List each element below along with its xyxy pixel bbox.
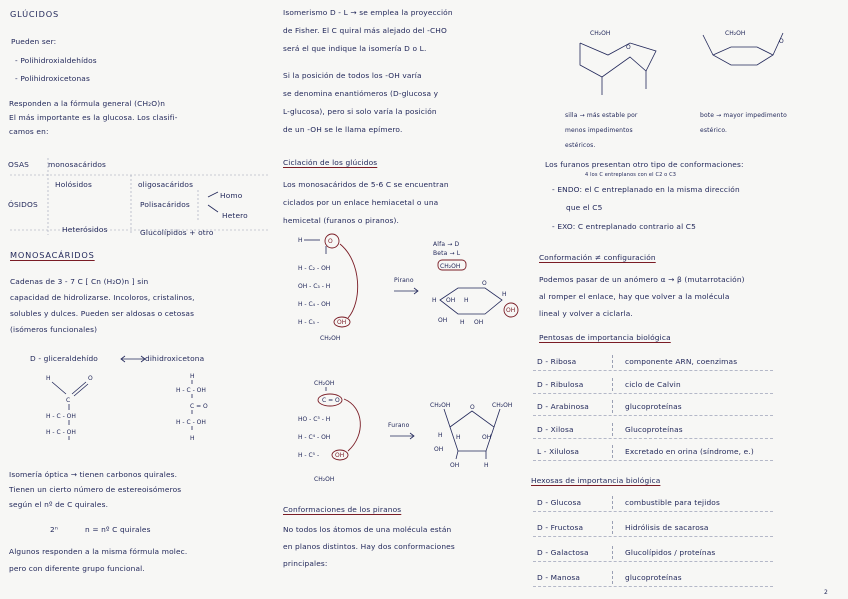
list-item-name: D - Arabinosa <box>537 402 589 411</box>
list-item: - Polihidroxialdehídos <box>15 56 97 65</box>
list-item-name: D - Fructosa <box>537 523 584 532</box>
row-separator <box>612 445 614 458</box>
text-line: se denomina enantiómeros (D-glucosa y <box>283 89 439 98</box>
text-line: de un -OH se le llama epímero. <box>283 125 403 134</box>
text-line: será el que indique la isomería D o L. <box>283 44 427 53</box>
svg-text:O: O <box>328 238 333 245</box>
svg-text:OH: OH <box>335 452 345 459</box>
list-item-name: D - Galactosa <box>537 548 589 557</box>
label-furano: Furano <box>388 422 410 429</box>
row-rule <box>533 370 773 371</box>
label-gliceraldehido: D - gliceraldehído <box>30 354 98 363</box>
svg-text:CH₂OH: CH₂OH <box>492 402 513 409</box>
text-line: Isomería óptica → tienen carbonos quirales. <box>9 470 178 479</box>
list-item-name: D - Ribulosa <box>537 379 584 389</box>
svg-text:H: H <box>46 375 51 382</box>
row-separator <box>612 423 614 436</box>
row-rule <box>533 561 773 562</box>
text-line: L-glucosa), pero si solo varía la posición <box>283 107 437 116</box>
text-line: Los monosacáridos de 5-6 C se encuentran <box>283 180 449 189</box>
svg-text:O: O <box>470 404 475 411</box>
label-oligosacaridos: oligosacáridos <box>138 180 194 189</box>
list-item-use: glucoproteínas <box>625 402 682 411</box>
svg-text:H - C - OH: H - C - OH <box>46 429 76 436</box>
list-item-name: D - Ribosa <box>537 357 577 366</box>
svg-text:HO - C³ - H: HO - C³ - H <box>298 416 331 423</box>
row-separator <box>612 496 614 509</box>
svg-text:OH - C₃ - H: OH - C₃ - H <box>298 283 331 290</box>
svg-text:CH₂OH: CH₂OH <box>725 30 746 37</box>
svg-text:H - C - OH: H - C - OH <box>176 387 206 394</box>
dihidroxicetona-structure <box>170 370 230 445</box>
text-line: solubles y dulces. Pueden ser aldosas o cetosas <box>10 309 195 318</box>
label-hetero: Hetero <box>222 211 248 220</box>
text-line: (isómeros funcionales) <box>10 325 98 334</box>
text-line: al romper el enlace, hay que volver a la molécula <box>539 292 730 301</box>
list-item-use: Glucoproteínas <box>625 424 683 434</box>
svg-text:H - C⁵ -: H - C⁵ - <box>298 452 320 459</box>
svg-text:OH: OH <box>506 307 516 314</box>
svg-text:H: H <box>484 462 489 469</box>
list-item-name: D - Glucosa <box>537 498 582 507</box>
text-line: camos en: <box>9 127 49 136</box>
text-n-definition: n = nº C quirales <box>85 525 151 534</box>
text-line: de Fisher. El C quiral más alejado del -CHO <box>283 26 447 35</box>
list-item: - Polihidroxicetonas <box>15 74 90 83</box>
svg-text:H: H <box>190 373 195 380</box>
svg-text:OH: OH <box>438 317 448 324</box>
text-line: lineal y volver a ciclarla. <box>539 309 633 318</box>
row-separator <box>612 355 614 368</box>
label-homo: Homo <box>220 191 243 200</box>
list-item-name: L - Xilulosa <box>537 447 580 456</box>
formula-2n: 2ⁿ <box>50 525 58 534</box>
list-item-use: glucoproteínas <box>625 573 682 582</box>
text-silla: silla → más estable por <box>565 112 638 119</box>
svg-text:C = O: C = O <box>190 403 208 410</box>
text-silla: estéricos. <box>565 142 596 149</box>
svg-text:CH₂OH: CH₂OH <box>590 30 611 37</box>
label-dihidroxicetona: dihidroxicetona <box>145 354 205 363</box>
fructose-linear-structure <box>290 377 375 487</box>
svg-text:H - C - OH: H - C - OH <box>46 413 76 420</box>
svg-text:CH₂OH: CH₂OH <box>314 476 335 483</box>
heading-ciclacion: Ciclación de los glúcidos <box>283 158 378 167</box>
text-line: en planos distintos. Hay dos conformaciones <box>283 542 455 551</box>
double-arrow-icon <box>118 354 148 364</box>
row-rule <box>533 415 773 416</box>
text-line: Isomerismo D - L → se emplea la proyección <box>283 8 453 17</box>
gliceraldehido-structure <box>40 372 110 442</box>
svg-text:H - C₄ - OH: H - C₄ - OH <box>298 301 331 308</box>
furanose-ring-structure <box>430 395 530 485</box>
text-pueden-ser: Pueden ser: <box>11 37 57 46</box>
text-silla: menos impedimentos <box>565 127 633 134</box>
heading-hexosas: Hexosas de importancia biológica <box>531 476 661 485</box>
text-line: - EXO: C entreplanado contrario al C5 <box>552 222 696 231</box>
svg-text:CH₂OH: CH₂OH <box>320 335 341 342</box>
text-line: Tienen un cierto número de estereoisómeros <box>9 485 182 494</box>
text-line: principales: <box>283 559 328 568</box>
svg-text:H: H <box>438 432 443 439</box>
label-alfa: Alfa → D <box>433 241 460 248</box>
chair-conformation-drawing <box>570 25 680 105</box>
row-rule <box>533 460 773 461</box>
text-line: Algunos responden a la misma fórmula molec. <box>9 547 188 556</box>
list-item-use: Hidrólisis de sacarosa <box>625 523 709 532</box>
svg-text:H: H <box>502 291 507 298</box>
svg-text:OH: OH <box>474 319 484 326</box>
text-bote: estérico. <box>700 127 728 134</box>
svg-text:O: O <box>779 38 784 45</box>
svg-text:O: O <box>482 280 487 287</box>
glucose-linear-structure <box>290 232 370 347</box>
svg-text:OH: OH <box>337 319 347 326</box>
heading-conformaciones: Conformaciones de los piranos <box>283 505 402 514</box>
svg-text:CH₂OH: CH₂OH <box>430 402 451 409</box>
row-rule <box>533 536 773 537</box>
text-bote: bote → mayor impedimento <box>700 112 787 119</box>
text-line: - ENDO: el C entreplanado en la misma dirección <box>552 185 740 194</box>
label-beta: Beta → L <box>433 250 461 257</box>
title-glucidos: GLÚCIDOS <box>10 9 59 19</box>
label-monosacaridos: monosacáridos <box>48 160 107 169</box>
row-rule <box>533 438 773 439</box>
row-separator <box>612 521 614 534</box>
arrow-right-icon <box>388 430 418 442</box>
row-separator <box>612 571 614 584</box>
svg-text:H: H <box>432 297 437 304</box>
text-line: capacidad de hidrolizarse. Incoloros, cristalinos, <box>10 293 195 302</box>
text-line: Podemos pasar de un anómero α → β (mutarrotación) <box>539 275 745 284</box>
svg-text:H: H <box>298 237 303 244</box>
page-number: 2 <box>824 589 828 596</box>
svg-text:O: O <box>88 375 93 382</box>
svg-text:C = O: C = O <box>322 397 340 404</box>
list-item-use: Glucolípidos / proteínas <box>625 548 716 557</box>
list-item-name: D - Manosa <box>537 573 581 582</box>
text-line: Responden a la fórmula general (CH₂O)n <box>9 99 166 108</box>
text-line: hemicetal (furanos o piranos). <box>283 216 400 225</box>
svg-text:O: O <box>626 44 631 51</box>
text-line: Cadenas de 3 - 7 C [ Cn (H₂O)n ] sin <box>10 277 149 286</box>
list-item-name: D - Xilosa <box>537 424 574 434</box>
row-rule <box>533 393 773 394</box>
heading-conformacion-configuracion: Conformación ≠ configuración <box>539 253 656 262</box>
row-separator <box>612 546 614 559</box>
label-heterosidos: Heterósidos <box>62 225 108 234</box>
text-line: según el nº de C quirales. <box>9 500 109 509</box>
heading-monosacaridos: MONOSACÁRIDOS <box>10 250 95 260</box>
text-line: El más importante es la glucosa. Los clasifi- <box>9 113 178 122</box>
svg-text:H - C₅ -: H - C₅ - <box>298 319 320 326</box>
text-line: ciclados por un enlace hemiacetal o una <box>283 198 439 207</box>
svg-text:H - C - OH: H - C - OH <box>176 419 206 426</box>
boat-conformation-drawing <box>695 25 795 95</box>
list-item-use: ciclo de Calvin <box>625 379 681 389</box>
list-item-use: combustible para tejidos <box>625 498 720 507</box>
heading-pentosas: Pentosas de importancia biológica <box>539 333 671 342</box>
text-line: No todos los átomos de una molécula están <box>283 525 452 534</box>
text-line: Los furanos presentan otro tipo de conformaciones: <box>545 160 744 169</box>
text-line: que el C5 <box>566 203 603 212</box>
text-line: Si la posición de todos los -OH varía <box>283 71 422 80</box>
arrow-right-icon <box>392 285 422 297</box>
label-osidos: ÓSIDOS <box>8 200 38 209</box>
svg-text:C: C <box>66 397 71 404</box>
svg-text:OH: OH <box>434 446 444 453</box>
text-note: 4 los C entreplanos con el C2 o C3 <box>585 172 677 178</box>
label-osas: OSAS <box>8 160 29 169</box>
svg-text:OH: OH <box>482 434 492 441</box>
svg-text:H: H <box>464 297 469 304</box>
svg-text:H: H <box>456 434 461 441</box>
label-holosidos: Holósidos <box>55 180 92 189</box>
label-pirano: Pirano <box>394 277 414 284</box>
list-item-use: componente ARN, coenzimas <box>625 357 738 366</box>
text-line: pero con diferente grupo funcional. <box>9 564 145 573</box>
svg-text:H - C⁴ - OH: H - C⁴ - OH <box>298 434 331 441</box>
row-separator <box>612 400 614 413</box>
svg-text:H - C₂ - OH: H - C₂ - OH <box>298 265 331 272</box>
row-rule <box>533 586 773 587</box>
row-separator <box>612 378 614 391</box>
svg-text:OH: OH <box>446 297 456 304</box>
svg-text:OH: OH <box>450 462 460 469</box>
pyranose-ring-structure <box>430 258 530 338</box>
svg-text:H: H <box>460 319 465 326</box>
svg-text:CH₂OH: CH₂OH <box>314 380 335 387</box>
row-rule <box>533 511 773 512</box>
svg-text:CH₂OH: CH₂OH <box>440 263 461 270</box>
label-glucolipidos: Glucolípidos + otro <box>140 228 214 237</box>
list-item-use: Excretado en orina (síndrome, e.) <box>625 447 754 456</box>
label-polisacaridos: Polisacáridos <box>140 200 190 209</box>
svg-text:H: H <box>190 435 195 442</box>
